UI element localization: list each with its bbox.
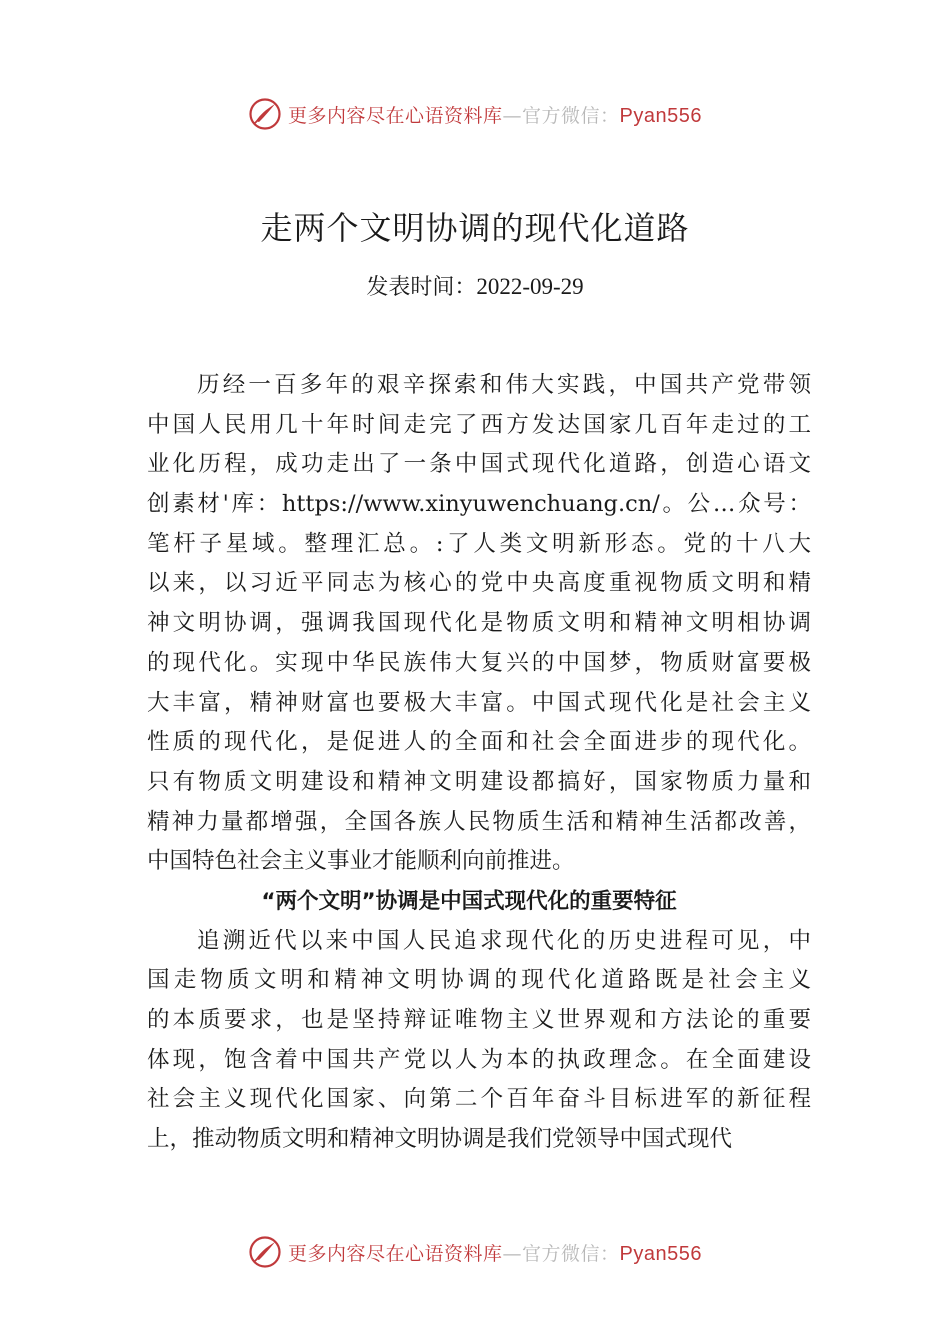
paragraph-line: 创素材'库：https://www.xinyuwenchuang.cn/。公…众号：	[147, 491, 811, 518]
watermark-text	[288, 1239, 702, 1266]
paragraph-line: 精神力量都增强，全国各族人民物质生活和精神生活都改善，	[147, 808, 811, 835]
paragraph-line: 的本质要求，也是坚持辩证唯物主义世界观和方法论的重要	[147, 1007, 811, 1033]
paragraph-1	[147, 366, 811, 882]
publish-date-value: 2022-09-29	[476, 274, 584, 299]
publish-date-label: 发表时间：	[366, 275, 477, 300]
paragraph-line: 只有物质文明建设和精神文明建设都搞好，国家物质力量和	[147, 768, 811, 795]
paragraph-line: 大丰富，精神财富也要极大丰富。中国式现代化是社会主义	[147, 689, 811, 716]
watermark-wechat-label: 官方微信：	[522, 104, 620, 127]
watermark-dash: —	[502, 104, 523, 127]
watermark-wechat-id: Pyan556	[619, 1242, 702, 1265]
pen-circle-logo-icon	[248, 97, 282, 131]
section-heading: “两个文明”协调是中国式现代化的重要特征	[261, 888, 677, 914]
paragraph-line: 国走物质文明和精神文明协调的现代化道路既是社会主义	[147, 967, 811, 994]
watermark-banner-top	[0, 92, 950, 136]
article-body	[147, 366, 811, 1160]
publish-date	[0, 270, 950, 301]
watermark-wechat-label: 官方微信：	[522, 1242, 620, 1265]
page-title: 走两个文明协调的现代化道路	[260, 209, 690, 247]
paragraph-2	[147, 922, 811, 1160]
paragraph-line: 社会主义现代化国家、向第二个百年奋斗目标进军的新征程	[147, 1086, 811, 1113]
paragraph-line: 追溯近代以来中国人民追求现代化的历史进程可见，中	[197, 927, 811, 954]
paragraph-line: 上，推动物质文明和精神文明协调是我们党领导中国式现代	[147, 1126, 733, 1153]
paragraph-line: 性质的现代化，是促进人的全面和社会全面进步的现代化。	[147, 729, 811, 756]
watermark-dash: —	[502, 1242, 523, 1265]
watermark-wechat-id: Pyan556	[619, 104, 702, 127]
pen-circle-logo-icon	[248, 1235, 282, 1269]
paragraph-line: 中国人民用几十年时间走完了西方发达国家几百年走过的工	[147, 411, 811, 438]
paragraph-line: 历经一百多年的艰辛探索和伟大实践，中国共产党带领	[197, 372, 811, 398]
paragraph-line: 体现，饱含着中国共产党以人为本的执政理念。在全面建设	[147, 1046, 811, 1073]
paragraph-line: 的现代化。实现中华民族伟大复兴的中国梦，物质财富要极	[147, 649, 811, 676]
paragraph-line: 神文明协调，强调我国现代化是物质文明和精神文明相协调	[147, 610, 811, 637]
watermark-banner-bottom	[0, 1230, 950, 1274]
paragraph-line: 笔杆子星域。整理汇总。:了人类文明新形态。党的十八大	[147, 530, 811, 557]
paragraph-line: 中国特色社会主义事业才能顺利向前推进。	[147, 848, 575, 875]
watermark-library-name: 更多内容尽在心语资料库	[288, 1242, 503, 1265]
paragraph-line: 以来，以习近平同志为核心的党中央高度重视物质文明和精	[147, 570, 811, 597]
watermark-library-name: 更多内容尽在心语资料库	[288, 104, 503, 127]
paragraph-line: 业化历程，成功走出了一条中国式现代化道路，创造心语文	[147, 451, 811, 478]
watermark-text	[288, 101, 702, 128]
